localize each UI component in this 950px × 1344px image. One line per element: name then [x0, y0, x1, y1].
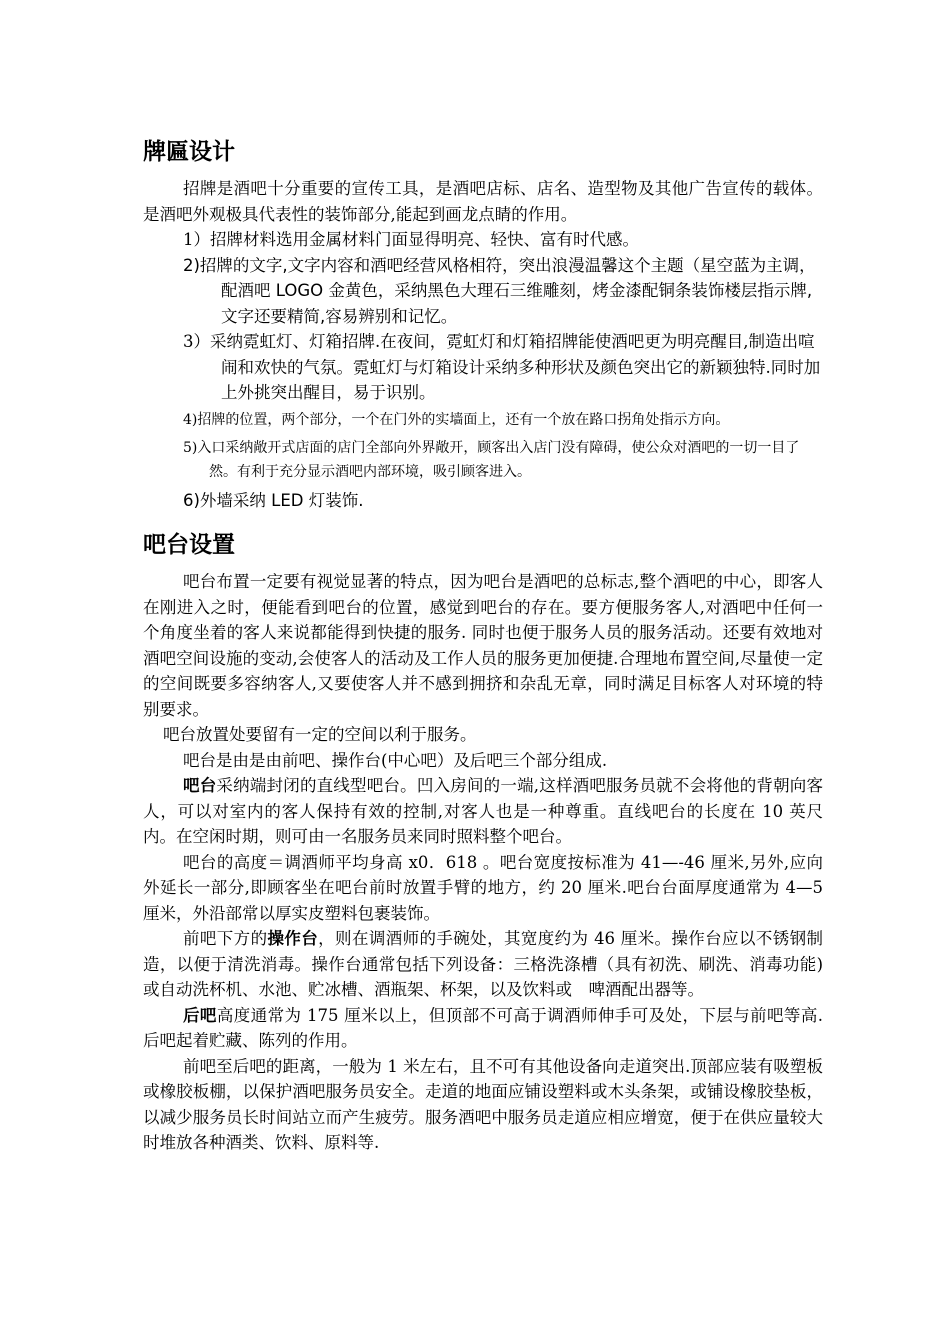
signboard-item-6: 6)外墙采纳 LED 灯装饰.	[183, 490, 364, 510]
bar-counter-text: 采纳端封闭的直线型吧台。凹入房间的一端,这样酒吧服务员就不会将他的背朝向客人，可以对室内的客人保持有效的控制,对客人也是一种尊重。直线吧台的长度在 10 英尺内。在空闲时期，则可由一名服务员来同时照料整个吧台。	[143, 776, 824, 846]
workstation-text: ，则在调酒师的手碗处，其宽度约为 46 厘米。操作台应以不锈钢制造，以便于清洗消毒。操作台通常包括下列设备：三格洗涤槽（具有初洗、刷洗、消毒功能)或自动洗杯机、水池、贮冰槽、酒瓶架、杯架，以及饮料或 啤酒配出器等。	[143, 929, 824, 999]
bar-paragraph-layout: 吧台布置一定要有视觉显著的特点，因为吧台是酒吧的总标志,整个酒吧的中心，即客人在刚进入之时，便能看到吧台的位置，感觉到吧台的存在。要方便服务客人,对酒吧中任何一个角度坐着的客人来说都能得到快捷的服务. 同时也便于服务人员的服务活动。还要有效地对酒吧空间设施的变动,会使客人的活动及工作人员的服务更加便捷.合理地布置空间,尽量使一定的空间既要多容纳客人,又要使客人并不感到拥挤和杂乱无章，同时满足目标客人对环境的特别要求。	[143, 572, 823, 719]
bar-counter-term: 吧台	[183, 776, 217, 795]
bar-paragraph-height: 吧台的高度＝调酒师平均身高 x0．618 。吧台宽度按标准为 41—-46 厘米,另外,应向外延长一部分,即顾客坐在吧台前时放置手臂的地方，约 20 厘米.吧台台面厚度通常为 4—5 厘米，外沿部常以厚实皮塑料包裹装饰。	[143, 852, 823, 923]
workstation-term: 操作台	[267, 929, 319, 948]
workstation-pre-text: 前吧下方的	[183, 929, 268, 948]
bar-paragraph-workstation	[143, 926, 823, 1003]
bar-paragraph-composition: 吧台是由是由前吧、操作台(中心吧）及后吧三个部分组成.	[183, 750, 608, 770]
section-heading-bar-counter: 吧台设置	[143, 532, 235, 558]
signboard-item-1: 1）招牌材料选用金属材料门面显得明亮、轻快、富有时代感。	[183, 230, 639, 249]
signboard-item-3: 3）采纳霓虹灯、灯箱招牌.在夜间，霓虹灯和灯箱招牌能使酒吧更为明亮醒目,制造出喧闹和欢快的气氛。霓虹灯与灯箱设计采纳多种形状及颜色突出它的新颖独特.同时加上外挑突出醒目，易于识别。	[183, 332, 821, 402]
signboard-intro-paragraph: 招牌是酒吧十分重要的宣传工具，是酒吧店标、店名、造型物及其他广告宣传的载体。是酒吧外观极具代表性的装饰部分,能起到画龙点睛的作用。	[143, 179, 823, 224]
signboard-item-4: 4)招牌的位置，两个部分，一个在门外的实墙面上，还有一个放在路口拐角处指示方向。	[183, 411, 730, 428]
section-heading-signboard: 牌匾设计	[143, 139, 235, 165]
signboard-item-5: 5)入口采纳敞开式店面的店门全部向外界敞开，顾客出入店门没有障碍，使公众对酒吧的一切一目了然。有利于充分显示酒吧内部环境，吸引顾客进入。	[183, 439, 800, 480]
bar-paragraph-space: 吧台放置处要留有一定的空间以利于服务。	[163, 725, 477, 744]
bar-paragraph-back-bar	[143, 1003, 823, 1054]
document-page	[143, 120, 823, 1156]
back-bar-text: 高度通常为 175 厘米以上，但顶部不可高于调酒师伸手可及处，下层与前吧等高.后吧起着贮藏、陈列的作用。	[143, 1005, 823, 1050]
bar-paragraph-counter	[143, 773, 823, 850]
bar-paragraph-aisle: 前吧至后吧的距离，一般为 1 米左右，且不可有其他设备向走道突出.顶部应装有吸塑板或橡胶板棚，以保护酒吧服务员安全。走道的地面应铺设塑料或木头条架，或铺设橡胶垫板，以减少服务员长时间站立而产生疲劳。服务酒吧中服务员走道应相应增宽，便于在供应量较大时堆放各种酒类、饮料、原料等.	[143, 1056, 823, 1152]
back-bar-term: 后吧	[183, 1005, 217, 1025]
signboard-item-2: 2)招牌的文字,文字内容和酒吧经营风格相符，突出浪漫温馨这个主题（星空蓝为主调，配酒吧 LOGO 金黄色，采纳黑色大理石三维雕刻，烤金漆配铜条装饰楼层指示牌,文字还要精简,容易辨别和记忆。	[183, 255, 816, 326]
